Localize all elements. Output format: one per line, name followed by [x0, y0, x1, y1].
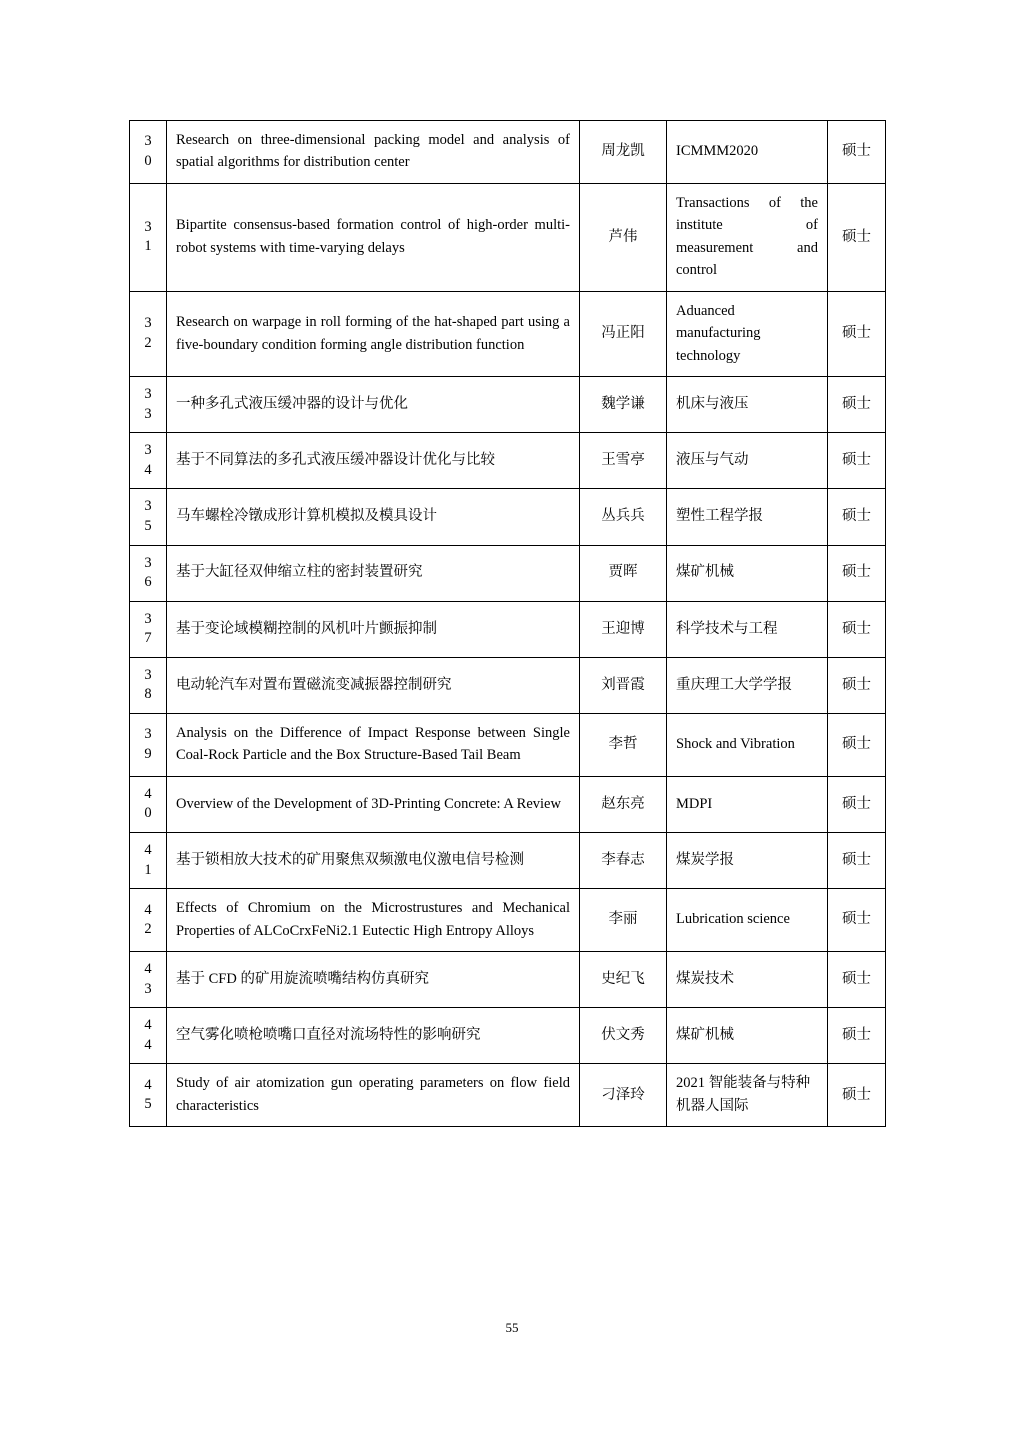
table-row [130, 776, 886, 832]
row-journal: 科学技术与工程 [667, 601, 828, 657]
row-degree: 硕士 [828, 657, 886, 713]
row-journal: Transactions of the institute of measurement and control [667, 183, 828, 291]
row-title: 基于不同算法的多孔式液压缓冲器设计优化与比较 [167, 433, 580, 489]
row-number: 3 1 [130, 183, 167, 291]
row-journal: 液压与气动 [667, 433, 828, 489]
row-number: 3 6 [130, 545, 167, 601]
row-title: Research on warpage in roll forming of the hat-shaped part using a five-boundary condition forming angle distribution function [167, 291, 580, 376]
row-number: 4 4 [130, 1008, 167, 1064]
row-degree: 硕士 [828, 291, 886, 376]
row-journal: Shock and Vibration [667, 713, 828, 776]
row-author: 刁泽玲 [580, 1064, 667, 1127]
row-author: 周龙凯 [580, 121, 667, 184]
row-title: 电动轮汽车对置布置磁流变减振器控制研究 [167, 657, 580, 713]
row-journal: 煤矿机械 [667, 545, 828, 601]
row-number: 4 5 [130, 1064, 167, 1127]
row-journal: ICMMM2020 [667, 121, 828, 184]
table-row [130, 545, 886, 601]
row-degree: 硕士 [828, 1064, 886, 1127]
table-row [130, 952, 886, 1008]
row-title: Bipartite consensus-based formation control of high-order multi-robot systems with time-varying delays [167, 183, 580, 291]
row-author: 李春志 [580, 833, 667, 889]
table-row [130, 713, 886, 776]
row-author: 贾晖 [580, 545, 667, 601]
row-number: 3 8 [130, 657, 167, 713]
row-degree: 硕士 [828, 776, 886, 832]
row-title: 基于 CFD 的矿用旋流喷嘴结构仿真研究 [167, 952, 580, 1008]
table-row [130, 1008, 886, 1064]
row-number: 4 2 [130, 889, 167, 952]
row-author: 芦伟 [580, 183, 667, 291]
row-number: 4 0 [130, 776, 167, 832]
table-row [130, 291, 886, 376]
row-degree: 硕士 [828, 713, 886, 776]
row-journal: Aduanced manufacturing technology [667, 291, 828, 376]
row-degree: 硕士 [828, 377, 886, 433]
row-journal: MDPI [667, 776, 828, 832]
row-number: 3 3 [130, 377, 167, 433]
row-author: 伏文秀 [580, 1008, 667, 1064]
row-journal: 煤炭技术 [667, 952, 828, 1008]
row-degree: 硕士 [828, 601, 886, 657]
row-author: 刘晋霞 [580, 657, 667, 713]
row-author: 史纪飞 [580, 952, 667, 1008]
row-number: 4 3 [130, 952, 167, 1008]
row-number: 3 2 [130, 291, 167, 376]
row-number: 3 4 [130, 433, 167, 489]
table-body [130, 121, 886, 1127]
row-title: Overview of the Development of 3D-Printing Concrete: A Review [167, 776, 580, 832]
row-degree: 硕士 [828, 1008, 886, 1064]
row-degree: 硕士 [828, 833, 886, 889]
row-degree: 硕士 [828, 183, 886, 291]
publications-table [129, 120, 886, 1127]
row-title: Effects of Chromium on the Microstrustures and Mechanical Properties of ALCoCrxFeNi2.1 Eutectic High Entropy Alloys [167, 889, 580, 952]
row-degree: 硕士 [828, 121, 886, 184]
row-title: Study of air atomization gun operating parameters on flow field characteristics [167, 1064, 580, 1127]
row-title: 空气雾化喷枪喷嘴口直径对流场特性的影响研究 [167, 1008, 580, 1064]
table-row [130, 657, 886, 713]
row-author: 李哲 [580, 713, 667, 776]
row-title: 基于变论域模糊控制的风机叶片颤振抑制 [167, 601, 580, 657]
row-title: Analysis on the Difference of Impact Response between Single Coal-Rock Particle and the Box Structure-Based Tail Beam [167, 713, 580, 776]
row-number: 3 9 [130, 713, 167, 776]
table-row [130, 433, 886, 489]
row-journal: 机床与液压 [667, 377, 828, 433]
row-number: 3 0 [130, 121, 167, 184]
row-author: 王迎博 [580, 601, 667, 657]
row-title: 基于大缸径双伸缩立柱的密封装置研究 [167, 545, 580, 601]
table-row [130, 889, 886, 952]
row-journal: 塑性工程学报 [667, 489, 828, 545]
row-journal: Lubrication science [667, 889, 828, 952]
row-number: 4 1 [130, 833, 167, 889]
row-title: 马车螺栓冷镦成形计算机模拟及模具设计 [167, 489, 580, 545]
table-row [130, 601, 886, 657]
row-degree: 硕士 [828, 889, 886, 952]
row-number: 3 7 [130, 601, 167, 657]
row-author: 丛兵兵 [580, 489, 667, 545]
row-author: 魏学谦 [580, 377, 667, 433]
row-number: 3 5 [130, 489, 167, 545]
row-title: 一种多孔式液压缓冲器的设计与优化 [167, 377, 580, 433]
row-title: Research on three-dimensional packing model and analysis of spatial algorithms for distribution center [167, 121, 580, 184]
row-degree: 硕士 [828, 433, 886, 489]
row-author: 李丽 [580, 889, 667, 952]
row-degree: 硕士 [828, 489, 886, 545]
table-row [130, 489, 886, 545]
table-row [130, 377, 886, 433]
row-journal: 煤炭学报 [667, 833, 828, 889]
row-degree: 硕士 [828, 545, 886, 601]
page-number: 55 [505, 1320, 519, 1335]
row-title: 基于锁相放大技术的矿用聚焦双频激电仪激电信号检测 [167, 833, 580, 889]
table-row [130, 121, 886, 184]
row-author: 冯正阳 [580, 291, 667, 376]
row-author: 王雪亭 [580, 433, 667, 489]
table-row [130, 183, 886, 291]
table-row [130, 1064, 886, 1127]
row-author: 赵东亮 [580, 776, 667, 832]
row-journal: 煤矿机械 [667, 1008, 828, 1064]
table-row [130, 833, 886, 889]
row-journal: 2021 智能装备与特种机器人国际 [667, 1064, 828, 1127]
row-journal: 重庆理工大学学报 [667, 657, 828, 713]
row-degree: 硕士 [828, 952, 886, 1008]
